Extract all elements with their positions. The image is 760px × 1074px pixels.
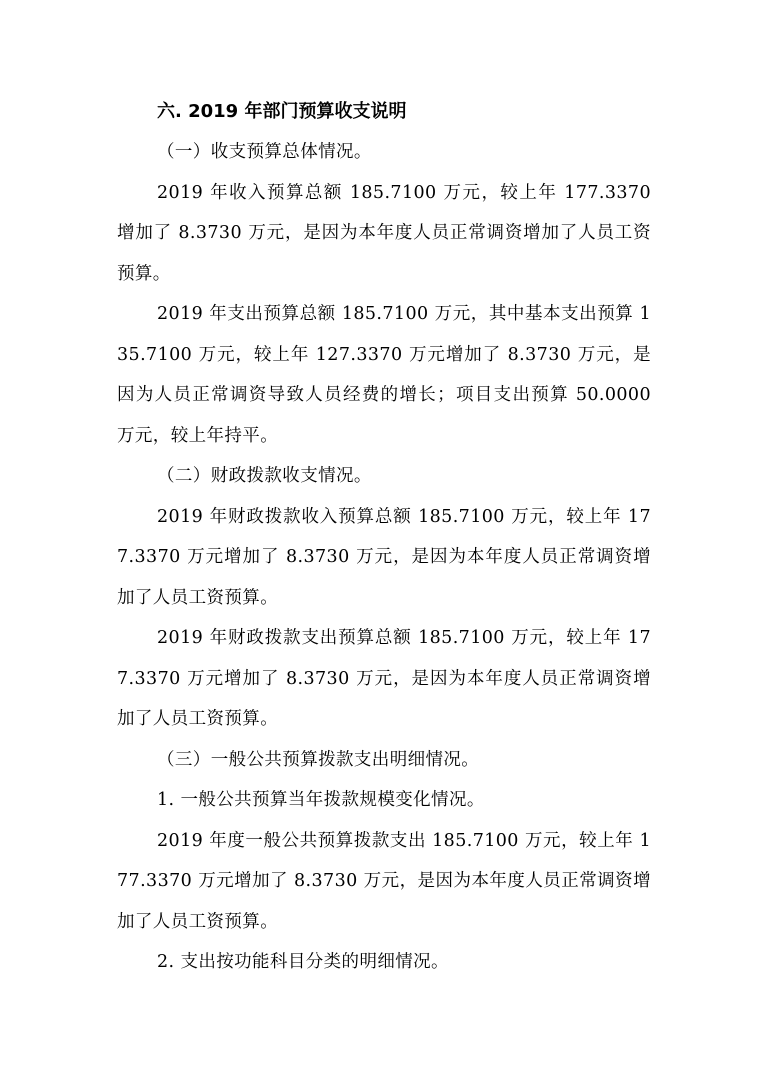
section-heading-1: （一）收支预算总体情况。 [157,142,372,162]
paragraph-income-budget: 2019 年收入预算总额 185.7100 万元，较上年 177.3370 增加了 8.3730 万元，是因为本年度人员正常调资增加了人员工资预算。 [117,182,651,284]
document-title: 六. 2019 年部门预算收支说明 [157,101,407,122]
document-body [117,92,651,983]
section-heading-3: （三）一般公共预算拨款支出明细情况。 [157,749,480,770]
paragraph-fiscal-expenditure: 2019 年财政拨款支出预算总额 185.7100 万元，较上年 177.3370 万元增加了 8.3730 万元，是因为本年度人员正常调资增加了人员工资预算。 [117,628,651,729]
section-heading-2: （二）财政拨款收支情况。 [157,466,372,486]
item-label-1: 1. 一般公共预算当年拨款规模变化情况。 [157,790,485,810]
item-label-2: 2. 支出按功能科目分类的明细情况。 [157,952,449,972]
paragraph-fiscal-income: 2019 年财政拨款收入预算总额 185.7100 万元，较上年 177.3370 万元增加了 8.3730 万元，是因为本年度人员正常调资增加了人员工资预算。 [117,506,651,608]
paragraph-expenditure-budget: 2019 年支出预算总额 185.7100 万元，其中基本支出预算 135.7100 万元，较上年 127.3370 万元增加了 8.3730 万元，是因为人员正常调资导致人员经费的增长；项目支出预算 50.0000 万元，较上年持平。 [117,304,651,446]
paragraph-general-budget-change: 2019 年度一般公共预算拨款支出 185.7100 万元，较上年 177.3370 万元增加了 8.3730 万元，是因为本年度人员正常调资增加了人员工资预算。 [117,830,651,932]
